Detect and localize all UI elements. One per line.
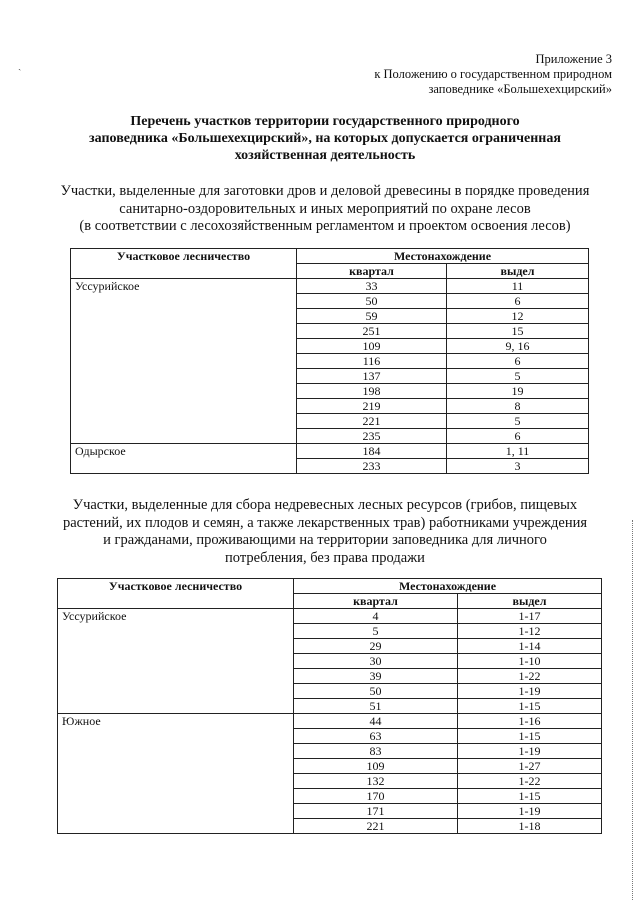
- appendix-line: к Положению о государственном природном: [374, 67, 612, 81]
- quarter-cell: 83: [294, 744, 458, 759]
- column-header-quarter: квартал: [297, 264, 447, 279]
- heading-line: потребления, без права продажи: [225, 549, 425, 566]
- quarter-cell: 137: [297, 369, 447, 384]
- section-cell: 1-22: [458, 774, 602, 789]
- section-cell: 1-10: [458, 654, 602, 669]
- district-cell: Уссурийское: [58, 609, 294, 714]
- section-cell: 1-22: [458, 669, 602, 684]
- column-header-quarter: квартал: [294, 594, 458, 609]
- quarter-cell: 5: [294, 624, 458, 639]
- quarter-cell: 51: [294, 699, 458, 714]
- quarter-cell: 198: [297, 384, 447, 399]
- logging-sites-table: [70, 248, 589, 474]
- quarter-cell: 63: [294, 729, 458, 744]
- quarter-cell: 221: [297, 414, 447, 429]
- section-cell: 1, 11: [447, 444, 589, 459]
- district-cell: Уссурийское: [71, 279, 297, 444]
- quarter-cell: 30: [294, 654, 458, 669]
- quarter-cell: 219: [297, 399, 447, 414]
- table-row: [58, 714, 602, 729]
- appendix-line: заповеднике «Большехехцирский»: [428, 82, 612, 96]
- section-cell: 12: [447, 309, 589, 324]
- quarter-cell: 184: [297, 444, 447, 459]
- section-cell: 1-19: [458, 684, 602, 699]
- section-cell: 1-19: [458, 804, 602, 819]
- heading-line: Участки, выделенные для сбора недревесных лесных ресурсов (грибов, пищевых: [72, 497, 578, 513]
- scan-edge-artifact: [632, 520, 636, 900]
- scan-artifact-mark: ˏ: [18, 60, 22, 71]
- section-cell: 1-18: [458, 819, 602, 834]
- quarter-cell: 44: [294, 714, 458, 729]
- heading-line: Участки, выделенные для заготовки дров и деловой древесины в порядке проведения: [60, 183, 590, 199]
- heading-line: и гражданами, проживающими на территории заповедника для личного: [103, 532, 547, 548]
- quarter-cell: 59: [297, 309, 447, 324]
- title-line: хозяйственная деятельность: [234, 148, 416, 163]
- quarter-cell: 221: [294, 819, 458, 834]
- column-header-location: Местонахождение: [294, 579, 602, 594]
- non-timber-resources-table: [57, 578, 602, 834]
- quarter-cell: 50: [297, 294, 447, 309]
- section-cell: 1-27: [458, 759, 602, 774]
- table-row: [71, 444, 589, 459]
- section-cell: 8: [447, 399, 589, 414]
- section-cell: 9, 16: [447, 339, 589, 354]
- quarter-cell: 109: [294, 759, 458, 774]
- quarter-cell: 116: [297, 354, 447, 369]
- quarter-cell: 33: [297, 279, 447, 294]
- appendix-note: [272, 52, 612, 97]
- appendix-line: Приложение 3: [535, 52, 612, 66]
- heading-line: (в соответствии с лесохозяйственным регламентом и проектом освоения лесов): [79, 218, 571, 234]
- quarter-cell: 170: [294, 789, 458, 804]
- heading-line: санитарно-оздоровительных и иных мероприятий по охране лесов: [119, 200, 531, 217]
- section-cell: 1-16: [458, 714, 602, 729]
- section-cell: 5: [447, 369, 589, 384]
- column-header-district: Участковое лесничество: [58, 579, 294, 609]
- quarter-cell: 109: [297, 339, 447, 354]
- section-cell: 1-19: [458, 744, 602, 759]
- section-cell: 3: [447, 459, 589, 474]
- section-cell: 1-14: [458, 639, 602, 654]
- section-cell: 6: [447, 429, 589, 444]
- quarter-cell: 235: [297, 429, 447, 444]
- section-cell: 19: [447, 384, 589, 399]
- quarter-cell: 171: [294, 804, 458, 819]
- section-cell: 1-17: [458, 609, 602, 624]
- section-cell: 6: [447, 294, 589, 309]
- district-cell: Южное: [58, 714, 294, 834]
- section-cell: 11: [447, 279, 589, 294]
- section-cell: 1-12: [458, 624, 602, 639]
- section-cell: 5: [447, 414, 589, 429]
- section-cell: 1-15: [458, 729, 602, 744]
- column-header-location: Местонахождение: [297, 249, 589, 264]
- section-cell: 6: [447, 354, 589, 369]
- section-1-heading: [30, 183, 620, 236]
- table-row: [58, 609, 602, 624]
- section-2-heading: [30, 497, 620, 567]
- district-cell: Одырское: [71, 444, 297, 474]
- quarter-cell: 132: [294, 774, 458, 789]
- table-row: [71, 279, 589, 294]
- quarter-cell: 50: [294, 684, 458, 699]
- title-line: Перечень участков территории государственного природного: [130, 114, 520, 129]
- title-line: заповедника «Большехехцирский», на которых допускается ограниченная: [89, 131, 561, 146]
- quarter-cell: 4: [294, 609, 458, 624]
- section-cell: 1-15: [458, 789, 602, 804]
- section-cell: 15: [447, 324, 589, 339]
- quarter-cell: 39: [294, 669, 458, 684]
- quarter-cell: 233: [297, 459, 447, 474]
- section-cell: 1-15: [458, 699, 602, 714]
- column-header-district: Участковое лесничество: [71, 249, 297, 279]
- column-header-section: выдел: [447, 264, 589, 279]
- quarter-cell: 251: [297, 324, 447, 339]
- document-title: [40, 113, 610, 164]
- column-header-section: выдел: [458, 594, 602, 609]
- heading-line: растений, их плодов и семян, а также лекарственных трав) работниками учреждения: [62, 514, 588, 531]
- quarter-cell: 29: [294, 639, 458, 654]
